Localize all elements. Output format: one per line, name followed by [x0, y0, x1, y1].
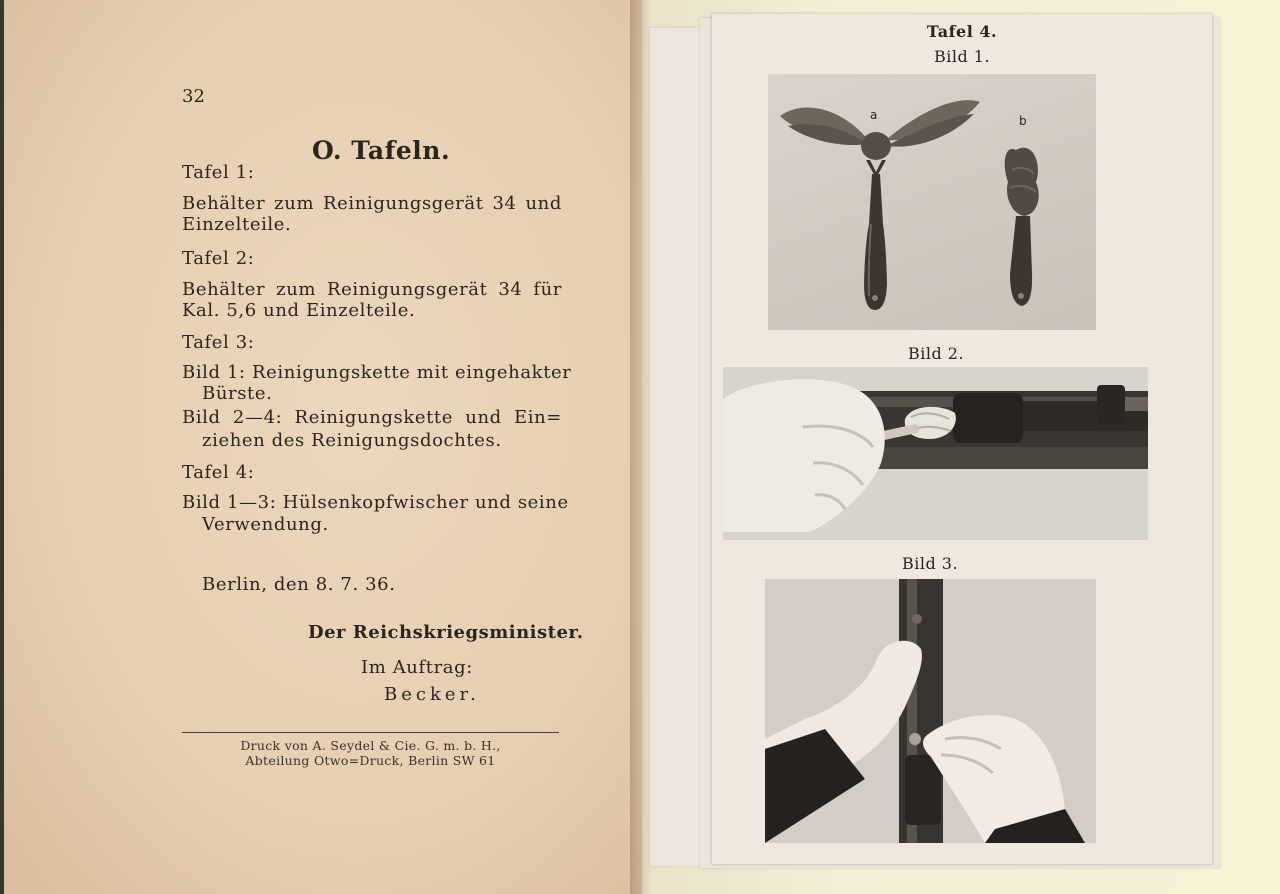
- entry-line: Bild 2—4: Reinigungskette und Ein=: [182, 407, 562, 428]
- case-head-wiper-illustration: [768, 74, 1096, 330]
- entry-heading-tafel-3: Tafel 3:: [182, 332, 255, 353]
- figure-3-photo: [765, 579, 1096, 843]
- entry-heading-tafel-2: Tafel 2:: [182, 248, 255, 269]
- entry-line: Kal. 5,6 und Einzelteile.: [182, 300, 416, 321]
- by-order-line: Im Auftrag:: [361, 657, 473, 678]
- entry-line: Bild 1—3: Hülsenkopfwischer und seine: [182, 492, 569, 513]
- printer-imprint-line: Druck von A. Seydel & Cie. G. m. b. H.,: [240, 738, 501, 753]
- book-gutter: [630, 0, 652, 894]
- wiper-b-label: b: [1019, 114, 1027, 128]
- signatory-name: Becker.: [384, 684, 480, 705]
- plate-title: Tafel 4.: [926, 22, 998, 41]
- place-date: Berlin, den 8. 7. 36.: [202, 574, 396, 595]
- entry-line: Verwendung.: [202, 514, 329, 535]
- figure-caption-1: Bild 1.: [933, 47, 991, 66]
- figure-1-photo: [768, 74, 1096, 330]
- page-number: 32: [182, 86, 205, 107]
- figure-caption-3: Bild 3.: [901, 554, 959, 573]
- wiper-a-label: a: [870, 108, 878, 122]
- figure-caption-2: Bild 2.: [907, 344, 965, 363]
- entry-line: Einzelteile.: [182, 214, 292, 235]
- entry-line: Bild 1: Reinigungskette mit eingehakter: [182, 362, 572, 383]
- entry-heading-tafel-4: Tafel 4:: [182, 462, 255, 483]
- footer-rule: [182, 732, 559, 733]
- authority-signature: Der Reichskriegsminister.: [308, 622, 584, 643]
- entry-line: ziehen des Reinigungsdochtes.: [202, 430, 502, 451]
- entry-line: Bürste.: [202, 383, 273, 404]
- section-title: O. Tafeln.: [312, 136, 451, 165]
- entry-line: Behälter zum Reinigungsgerät 34 für: [182, 279, 562, 300]
- entry-line: Behälter zum Reinigungsgerät 34 und: [182, 193, 562, 214]
- entry-heading-tafel-1: Tafel 1:: [182, 162, 255, 183]
- printer-imprint-line: Abteilung Otwo=Druck, Berlin SW 61: [245, 753, 496, 768]
- wiper-a-tufts: [780, 100, 980, 160]
- hands-rifle-vertical-illustration: [765, 579, 1096, 843]
- figure-2-photo: [723, 367, 1148, 540]
- rifle-receiver-hand-illustration: [723, 367, 1148, 540]
